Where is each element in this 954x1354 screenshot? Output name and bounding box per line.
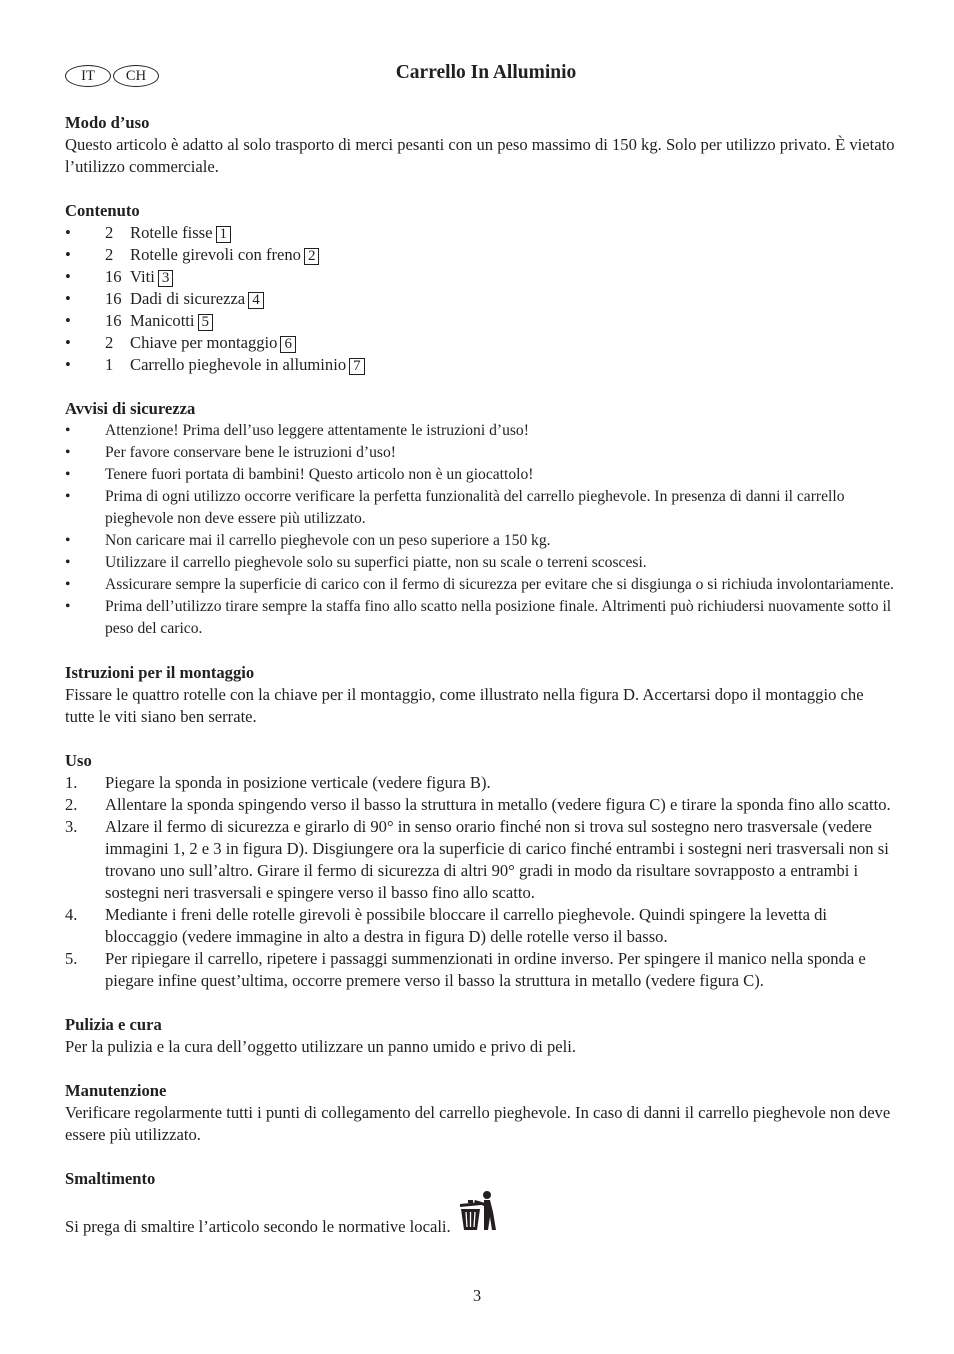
- step-text: Allentare la sponda spingendo verso il basso la struttura in metallo (vedere figura C) e tirare la sponda fino allo scatto.: [105, 795, 891, 814]
- section-text: Per la pulizia e la cura dell’oggetto utilizzare un panno umido e privo di peli.: [65, 1037, 577, 1056]
- list-item-text: Utilizzare il carrello pieghevole solo su superfici piatte, non su scale o terreni scoscesi.: [105, 554, 647, 571]
- item-reference: 3: [158, 270, 174, 287]
- item-label: Carrello pieghevole in alluminio 7: [130, 354, 365, 376]
- section-heading: Istruzioni per il montaggio: [65, 663, 255, 682]
- list-item: [65, 574, 895, 596]
- section-contents: [65, 200, 895, 376]
- safety-list: [65, 420, 895, 640]
- section-heading: Manutenzione: [65, 1081, 167, 1100]
- item-reference: 1: [216, 226, 232, 243]
- list-item: [65, 442, 895, 464]
- list-item: [65, 530, 895, 552]
- section-usage-mode: [65, 112, 895, 178]
- document-header: [65, 60, 895, 92]
- step-number: 1.: [65, 773, 78, 792]
- list-item: [65, 948, 895, 992]
- step-text: Per ripiegare il carrello, ripetere i passaggi summenzionati in ordine inverso. Per spingere il manico nella sponda e piegare infine quest’ultima, occorre premere verso il basso la struttura in metallo (vedere figura C).: [105, 949, 866, 990]
- bullet: •: [65, 267, 71, 286]
- list-item: [65, 904, 895, 948]
- use-steps-list: [65, 772, 895, 992]
- item-reference: 4: [248, 292, 264, 309]
- item-label: Rotelle girevoli con freno 2: [130, 244, 319, 266]
- list-item: [65, 288, 895, 310]
- step-text: Alzare il fermo di sicurezza e girarlo di 90° in senso orario finché non si trova sul sostegno nero trasversale (vedere immagini 1, 2 e 3 in figura D). Disgiungere ora la superficie di carico finché entrambi i sostegni neri trasversali non si trovano uno sull’altro. Girare il fermo di sicurezza di altri 90° gradi in modo da risultare sovrapposto a entrambi i sostegni neri trasversali e spingere verso il basso fino allo scatto.: [105, 817, 889, 902]
- bullet: •: [65, 598, 71, 615]
- list-item: [65, 310, 895, 332]
- bullet: •: [65, 422, 71, 439]
- item-quantity: 2: [105, 223, 114, 242]
- section-heading: Pulizia e cura: [65, 1015, 162, 1034]
- list-item-text: Non caricare mai il carrello pieghevole con un peso superiore a 150 kg.: [105, 532, 551, 549]
- item-label: Manicotti 5: [130, 310, 213, 332]
- page-number: 3: [472, 1286, 482, 1305]
- country-badge-ch: CH: [113, 65, 159, 87]
- item-label: Dadi di sicurezza 4: [130, 288, 264, 310]
- section-assembly: [65, 662, 895, 728]
- section-disposal: [65, 1168, 895, 1238]
- list-item: [65, 816, 895, 904]
- list-item-text: Per favore conservare bene le istruzioni d’uso!: [105, 444, 396, 461]
- list-item: [65, 244, 895, 266]
- section-heading: Smaltimento: [65, 1169, 156, 1188]
- document-page: [65, 60, 895, 1238]
- waste-bin-icon: [457, 1190, 497, 1242]
- country-badge-it: IT: [65, 65, 111, 87]
- bullet: •: [65, 245, 71, 264]
- item-quantity: 2: [105, 245, 114, 264]
- section-heading: Uso: [65, 751, 92, 770]
- list-item: [65, 464, 895, 486]
- item-reference: 2: [304, 248, 320, 265]
- section-heading: Modo d’uso: [65, 113, 150, 132]
- item-quantity: 16: [105, 311, 122, 330]
- section-cleaning: [65, 1014, 895, 1058]
- section-text: Si prega di smaltire l’articolo secondo le normative locali.: [65, 1217, 451, 1236]
- bullet: •: [65, 223, 71, 242]
- item-quantity: 1: [105, 355, 114, 374]
- item-reference: 7: [349, 358, 365, 375]
- bullet: •: [65, 355, 71, 374]
- disposal-row: [65, 1190, 895, 1238]
- list-item-text: Attenzione! Prima dell’uso leggere attentamente le istruzioni d’uso!: [105, 422, 529, 439]
- list-item-text: Assicurare sempre la superficie di carico con il fermo di sicurezza per evitare che si disgiunga o si richiuda involontariamente.: [105, 576, 894, 593]
- list-item: [65, 420, 895, 442]
- step-number: 3.: [65, 817, 78, 836]
- section-text: Fissare le quattro rotelle con la chiave per il montaggio, come illustrato nella figura D. Accertarsi dopo il montaggio che tutte le viti siano ben serrate.: [65, 685, 864, 726]
- list-item: [65, 596, 895, 640]
- step-number: 2.: [65, 795, 78, 814]
- list-item: [65, 772, 895, 794]
- list-item: [65, 354, 895, 376]
- bullet: •: [65, 532, 71, 549]
- item-quantity: 16: [105, 267, 122, 286]
- item-reference: 6: [280, 336, 296, 353]
- item-quantity: 2: [105, 333, 114, 352]
- document-title: Carrello In Alluminio: [395, 62, 577, 83]
- bullet: •: [65, 554, 71, 571]
- list-item: [65, 552, 895, 574]
- list-item-text: Prima dell’utilizzo tirare sempre la staffa fino allo scatto nella posizione finale. Altrimenti può richiudersi nuovamente sotto il peso del carico.: [105, 598, 892, 637]
- section-heading: Contenuto: [65, 201, 140, 220]
- bullet: •: [65, 576, 71, 593]
- section-use: [65, 750, 895, 992]
- step-text: Piegare la sponda in posizione verticale (vedere figura B).: [105, 773, 491, 792]
- item-label: Rotelle fisse 1: [130, 222, 231, 244]
- list-item: [65, 332, 895, 354]
- item-label: Viti 3: [130, 266, 173, 288]
- bullet: •: [65, 333, 71, 352]
- step-text: Mediante i freni delle rotelle girevoli è possibile bloccare il carrello pieghevole. Quindi spingere la levetta di bloccaggio (vedere immagine in alto a destra in figura D) delle rotelle verso il basso.: [105, 905, 828, 946]
- bullet: •: [65, 311, 71, 330]
- step-number: 5.: [65, 949, 78, 968]
- item-label: Chiave per montaggio 6: [130, 332, 296, 354]
- section-safety: [65, 398, 895, 640]
- contents-list: [65, 222, 895, 376]
- list-item: [65, 266, 895, 288]
- list-item: [65, 486, 895, 530]
- item-quantity: 16: [105, 289, 122, 308]
- list-item: [65, 222, 895, 244]
- list-item-text: Tenere fuori portata di bambini! Questo articolo non è un giocattolo!: [105, 466, 534, 483]
- list-item: [65, 794, 895, 816]
- bullet: •: [65, 488, 71, 505]
- bullet: •: [65, 466, 71, 483]
- list-item-text: Prima di ogni utilizzo occorre verificare la perfetta funzionalità del carrello pieghevole. In presenza di danni il carrello pieghevole non deve essere più utilizzato.: [105, 488, 845, 527]
- step-number: 4.: [65, 905, 78, 924]
- bullet: •: [65, 444, 71, 461]
- item-reference: 5: [198, 314, 214, 331]
- section-maintenance: [65, 1080, 895, 1146]
- section-heading: Avvisi di sicurezza: [65, 399, 196, 418]
- bullet: •: [65, 289, 71, 308]
- section-text: Questo articolo è adatto al solo trasporto di merci pesanti con un peso massimo di 150 kg. Solo per utilizzo privato. È vietato l’utilizzo commerciale.: [65, 135, 895, 176]
- section-text: Verificare regolarmente tutti i punti di collegamento del carrello pieghevole. In caso di danni il carrello pieghevole non deve essere più utilizzato.: [65, 1103, 891, 1144]
